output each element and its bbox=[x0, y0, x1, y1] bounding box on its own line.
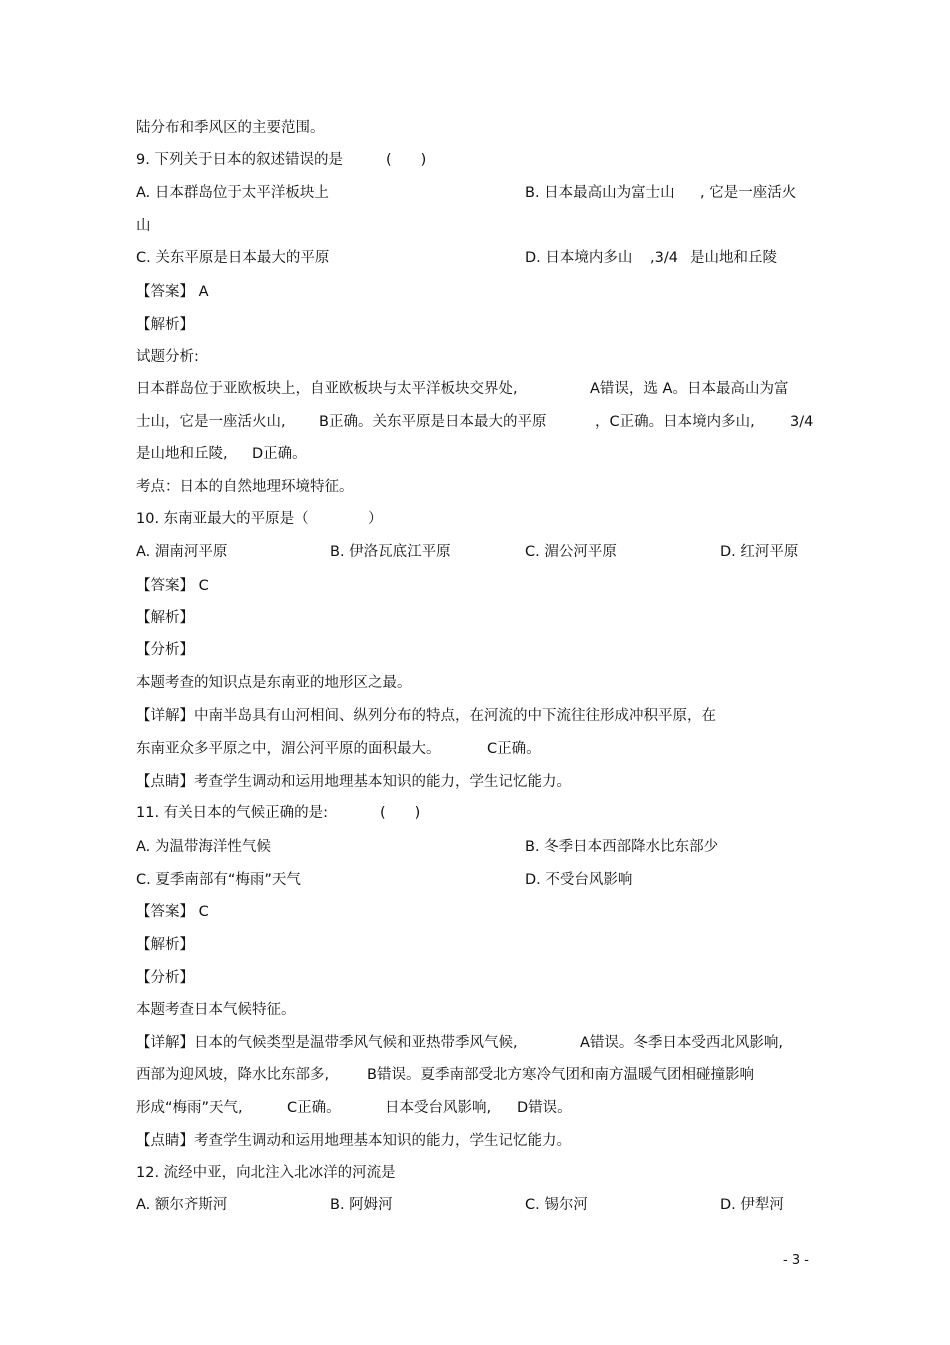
option-b: B. 日本最高山为富士山 bbox=[525, 185, 675, 201]
explanation-text: 3/4 bbox=[790, 414, 814, 430]
explanation-text: 西部为迎风坡，降水比东部多, bbox=[136, 1067, 330, 1083]
explanation-text: C正确。 bbox=[287, 1100, 341, 1116]
explanation-text: B错误。夏季南部受北方寒冷气团和南方温暖气团相碰撞影响 bbox=[367, 1067, 754, 1083]
option-c: C. 锡尔河 bbox=[525, 1197, 588, 1213]
comment-text: 【点睛】考查学生调动和运用地理基本知识的能力，学生记忆能力。 bbox=[136, 1133, 571, 1149]
analysis-heading: 【分析】 bbox=[136, 642, 194, 658]
explanation-text: 士山，它是一座活火山, bbox=[136, 414, 286, 430]
question-11: 11. 有关日本的气候正确的是: bbox=[136, 805, 329, 821]
explanation-text: D正确。 bbox=[252, 446, 307, 462]
answer-paren: ） bbox=[368, 511, 383, 527]
explanation-text: 东南亚众多平原之中，湄公河平原的面积最大。 bbox=[136, 741, 441, 757]
option-d-fraction: ,3/4 bbox=[650, 250, 678, 266]
option-b: B. 伊洛瓦底江平原 bbox=[330, 544, 451, 560]
option-b-continued: , 它是一座活火 bbox=[700, 185, 797, 201]
analysis-label: 【解析】 bbox=[136, 937, 194, 953]
knowledge-point: 考点：日本的自然地理环境特征。 bbox=[136, 479, 354, 495]
explanation-text: 本题考查日本气候特征。 bbox=[136, 1002, 296, 1018]
option-b: B. 阿姆河 bbox=[330, 1197, 393, 1213]
explanation-text: D错误。 bbox=[517, 1100, 572, 1116]
analysis-heading: 【分析】 bbox=[136, 970, 194, 986]
question-9: 9. 下列关于日本的叙述错误的是 bbox=[136, 152, 343, 168]
option-d: D. 伊犁河 bbox=[720, 1197, 784, 1213]
analysis-label: 【解析】 bbox=[136, 317, 194, 333]
text-line: 陆分布和季风区的主要范围。 bbox=[136, 120, 325, 136]
option-a: A. 湄南河平原 bbox=[136, 544, 228, 560]
comment-text: 【点睛】考查学生调动和运用地理基本知识的能力，学生记忆能力。 bbox=[136, 774, 571, 790]
option-d-continued: 是山地和丘陵 bbox=[690, 250, 777, 266]
analysis-label: 【解析】 bbox=[136, 610, 194, 626]
explanation-text: 【详解】中南半岛具有山河相间、纵列分布的特点，在河流的中下流往往形成冲积平原，在 bbox=[136, 708, 716, 724]
answer-label: 【答案】 C bbox=[136, 904, 209, 920]
option-a: A. 日本群岛位于太平洋板块上 bbox=[136, 185, 329, 201]
explanation-text: 日本群岛位于亚欧板块上，自亚欧板块与太平洋板块交界处, bbox=[136, 381, 518, 397]
option-d: D. 日本境内多山 bbox=[525, 250, 633, 266]
option-a: A. 额尔齐斯河 bbox=[136, 1197, 228, 1213]
option-d: D. 红河平原 bbox=[720, 544, 799, 560]
answer-label: 【答案】 A bbox=[136, 284, 209, 300]
explanation-text: 本题考查的知识点是东南亚的地形区之最。 bbox=[136, 675, 412, 691]
explanation-text: ，C正确。日本境内多山, bbox=[595, 414, 755, 430]
explanation-text: 形成“梅雨”天气, bbox=[136, 1100, 243, 1116]
question-10: 10. 东南亚最大的平原是（ bbox=[136, 511, 309, 527]
option-a: A. 为温带海洋性气候 bbox=[136, 839, 271, 855]
analysis-heading: 试题分析: bbox=[136, 349, 199, 365]
option-d: D. 不受台风影响 bbox=[525, 872, 633, 888]
explanation-text: A错误。冬季日本受西北风影响, bbox=[580, 1035, 784, 1051]
page-number: - 3 - bbox=[783, 1253, 809, 1268]
explanation-text: 【详解】日本的气候类型是温带季风气候和亚热带季风气候, bbox=[136, 1035, 518, 1051]
question-12: 12. 流经中亚，向北注入北冰洋的河流是 bbox=[136, 1165, 396, 1181]
answer-paren: ( ) bbox=[386, 152, 427, 168]
option-b-wrap: 山 bbox=[136, 218, 151, 234]
option-b: B. 冬季日本西部降水比东部少 bbox=[525, 839, 719, 855]
explanation-text: C正确。 bbox=[487, 741, 541, 757]
explanation-text: 是山地和丘陵, bbox=[136, 446, 228, 462]
option-c: C. 夏季南部有“梅雨”天气 bbox=[136, 872, 301, 888]
explanation-text: B正确。关东平原是日本最大的平原 bbox=[319, 414, 547, 430]
explanation-text: A错误，选 A。日本最高山为富 bbox=[590, 381, 789, 397]
option-c: C. 湄公河平原 bbox=[525, 544, 617, 560]
answer-label: 【答案】 C bbox=[136, 578, 209, 594]
option-c: C. 关东平原是日本最大的平原 bbox=[136, 250, 330, 266]
answer-paren: ( ) bbox=[380, 805, 421, 821]
explanation-text: 日本受台风影响, bbox=[385, 1100, 492, 1116]
